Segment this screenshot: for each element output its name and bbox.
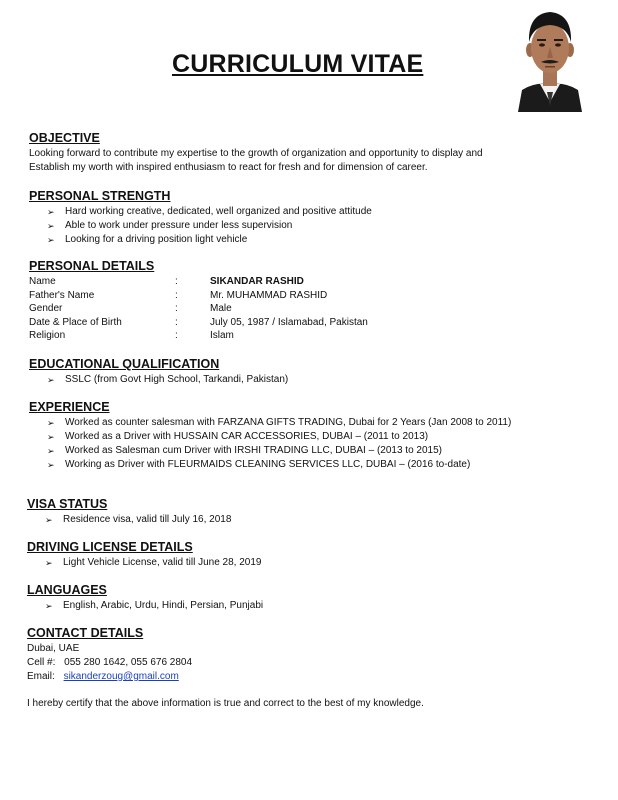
table-row <box>29 275 368 289</box>
objective-section <box>29 131 599 175</box>
detail-separator: : <box>175 276 178 287</box>
detail-value: Male <box>210 303 232 314</box>
profile-photo <box>514 2 586 112</box>
detail-value: Mr. MUHAMMAD RASHID <box>210 289 328 301</box>
table-row <box>29 289 368 303</box>
contact-heading: CONTACT DETAILS <box>27 626 144 640</box>
list-item: ➢ Worked as a Driver with HUSSAIN CAR ACCESSORIES, DUBAI – (2011 to 2013) <box>47 431 429 442</box>
detail-label: Name <box>29 276 56 287</box>
arrow-bullet-icon: ➢ <box>45 515 53 525</box>
detail-label: Date & Place of Birth <box>29 316 122 328</box>
table-row <box>29 316 368 330</box>
certification-statement: I hereby certify that the above information is true and correct to the best of my knowledge. <box>27 698 424 709</box>
objective-heading: OBJECTIVE <box>29 131 100 145</box>
list-item: ➢ English, Arabic, Urdu, Hindi, Persian, Punjabi <box>45 600 264 611</box>
cell-value: 055 280 1642, 055 676 2804 <box>64 657 193 668</box>
list-item: ➢ Hard working creative, dedicated, well organized and positive attitude <box>47 206 372 217</box>
detail-label: Religion <box>29 330 66 341</box>
details-table <box>29 275 368 343</box>
strength-heading: PERSONAL STRENGTH <box>29 189 171 203</box>
detail-value: SIKANDAR RASHID <box>210 276 304 287</box>
contact-location: Dubai, UAE <box>27 643 80 654</box>
license-section <box>27 540 597 570</box>
list-item: ➢ Residence visa, valid till July 16, 2018 <box>45 514 232 525</box>
list-item: ➢ Able to work under pressure under less supervision <box>47 220 293 231</box>
detail-label: Father's Name <box>29 289 95 301</box>
email-link[interactable]: sikanderzoug@gmail.com <box>63 671 179 682</box>
detail-separator: : <box>175 330 178 341</box>
arrow-bullet-icon: ➢ <box>47 221 55 231</box>
cell-label: Cell #: <box>27 657 56 668</box>
experience-section <box>29 400 609 472</box>
list-item: ➢ Working as Driver with FLEURMAIDS CLEANING SERVICES LLC, DUBAI – (2016 to-date) <box>47 459 471 470</box>
experience-list <box>29 416 609 472</box>
education-heading: EDUCATIONAL QUALIFICATION <box>29 357 220 371</box>
detail-separator: : <box>175 289 178 301</box>
languages-section <box>27 583 597 613</box>
visa-heading: VISA STATUS <box>27 497 108 511</box>
detail-label: Gender <box>29 303 63 314</box>
detail-separator: : <box>175 303 178 314</box>
details-heading: PERSONAL DETAILS <box>29 259 155 273</box>
experience-heading: EXPERIENCE <box>29 400 110 414</box>
arrow-bullet-icon: ➢ <box>45 558 53 568</box>
list-item: ➢ SSLC (from Govt High School, Tarkandi, Pakistan) <box>47 374 289 385</box>
strength-section <box>29 189 599 247</box>
page-title: CURRICULUM VITAE <box>172 50 424 78</box>
visa-section <box>27 497 597 527</box>
contact-cell-line <box>27 656 597 670</box>
visa-list <box>27 513 597 527</box>
languages-list <box>27 599 597 613</box>
detail-separator: : <box>175 316 178 328</box>
list-item: ➢ Looking for a driving position light vehicle <box>47 234 248 245</box>
arrow-bullet-icon: ➢ <box>47 446 55 456</box>
arrow-bullet-icon: ➢ <box>45 601 53 611</box>
table-row <box>29 302 368 316</box>
license-list <box>27 556 597 570</box>
arrow-bullet-icon: ➢ <box>47 375 55 385</box>
details-section <box>29 259 599 343</box>
portrait-photo-icon <box>514 2 586 112</box>
education-list <box>29 373 599 387</box>
arrow-bullet-icon: ➢ <box>47 418 55 428</box>
arrow-bullet-icon: ➢ <box>47 432 55 442</box>
arrow-bullet-icon: ➢ <box>47 460 55 470</box>
contact-section <box>27 626 597 684</box>
arrow-bullet-icon: ➢ <box>47 207 55 217</box>
education-section <box>29 357 599 387</box>
email-label: Email: <box>27 671 55 682</box>
list-item: ➢ Worked as counter salesman with FARZANA GIFTS TRADING, Dubai for 2 Years (Jan 2008 to 2011) <box>47 417 512 428</box>
list-item: ➢ Worked as Salesman cum Driver with IRSHI TRADING LLC, DUBAI – (2013 to 2015) <box>47 445 442 456</box>
contact-email-line <box>27 670 597 684</box>
objective-line-2: Establish my worth with inspired enthusiasm to react for fresh and for dimension of career. <box>29 162 428 173</box>
license-heading: DRIVING LICENSE DETAILS <box>27 540 193 554</box>
strength-list <box>29 205 599 247</box>
objective-line-1: Looking forward to contribute my expertise to the growth of organization and opportunity to display and <box>29 148 483 159</box>
detail-value: Islam <box>210 330 234 341</box>
table-row <box>29 329 368 343</box>
arrow-bullet-icon: ➢ <box>47 235 55 245</box>
list-item: ➢ Light Vehicle License, valid till June 28, 2019 <box>45 557 262 568</box>
detail-value: July 05, 1987 / Islamabad, Pakistan <box>210 316 368 328</box>
languages-heading: LANGUAGES <box>27 583 107 597</box>
